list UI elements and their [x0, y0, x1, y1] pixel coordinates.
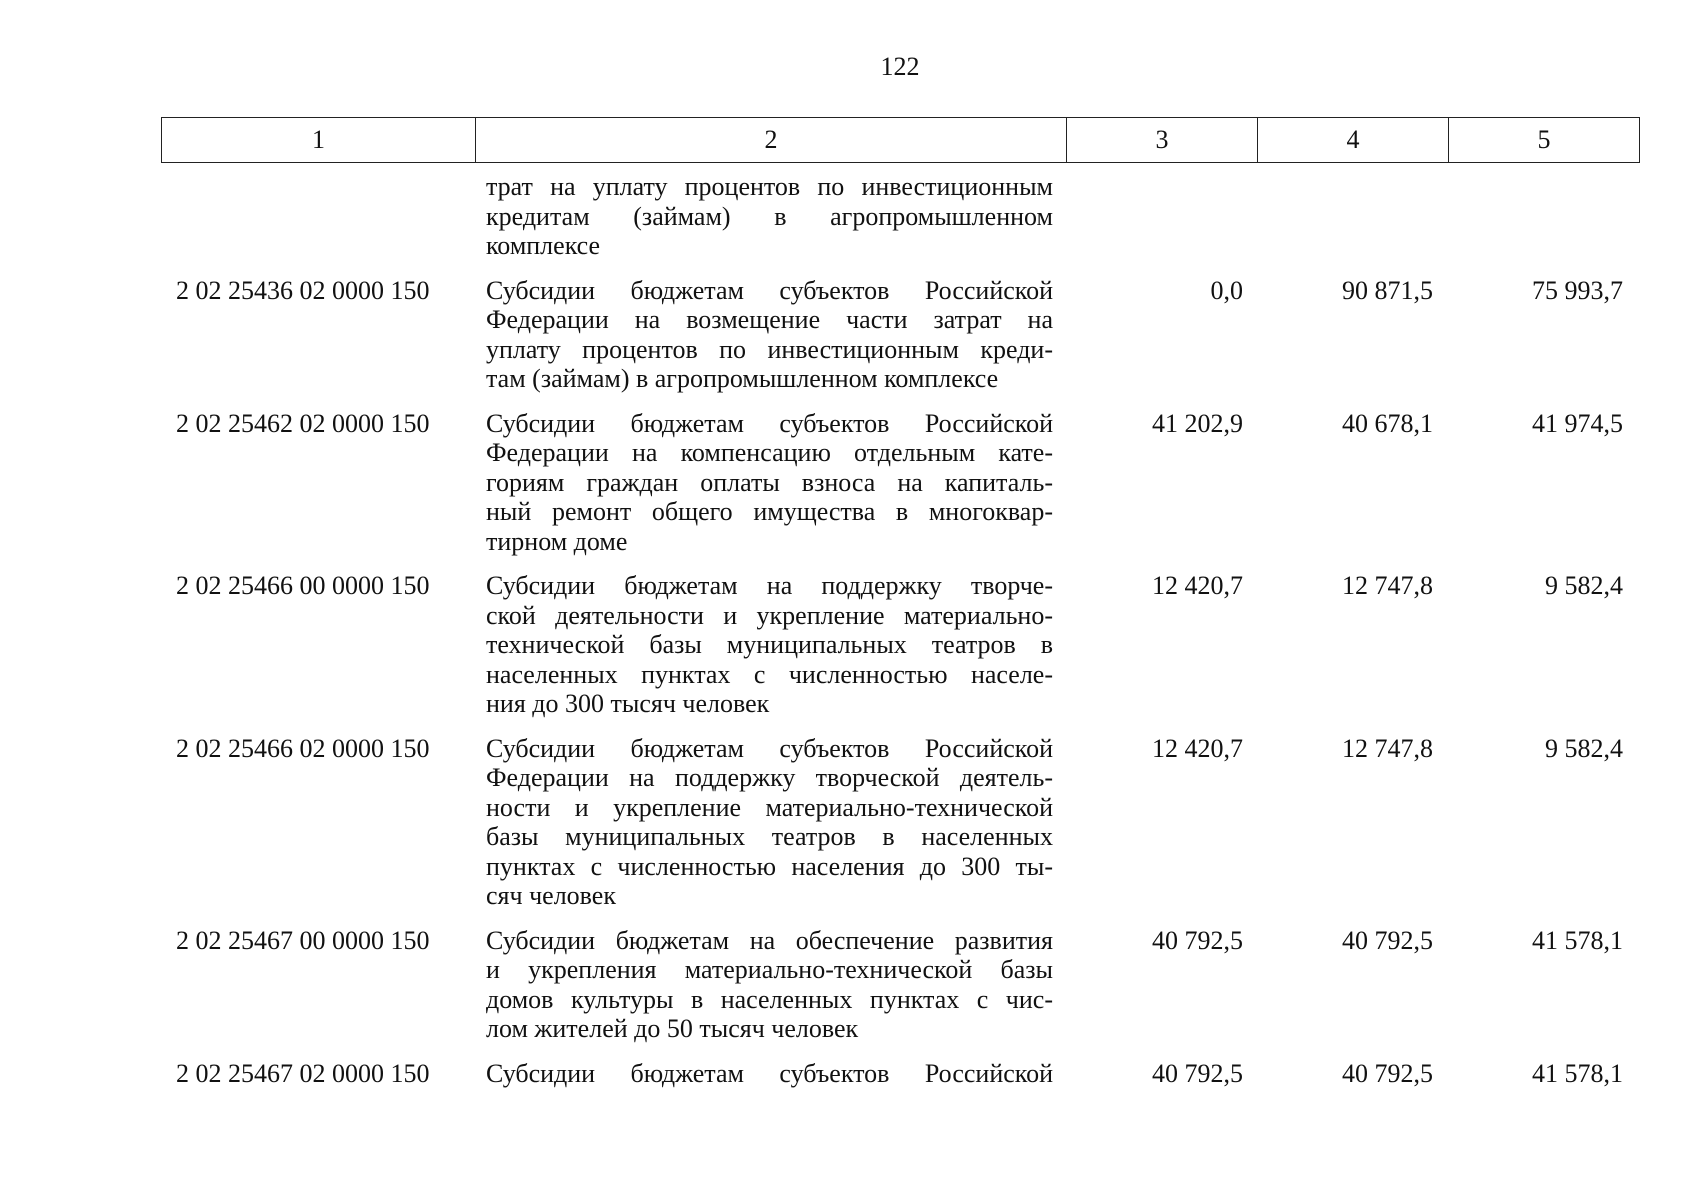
description-line: трат на уплату процентов по инвестиционным: [486, 172, 1053, 201]
description-line: технической базы муниципальных театров в: [486, 630, 1053, 659]
description-line: кредитам (займам) в агропромышленном: [486, 201, 1053, 231]
description-line: ный ремонт общего имущества в многоквар-: [486, 497, 1053, 526]
table-row: [161, 926, 1637, 1044]
amount-col5-cell: 9 582,4: [1545, 571, 1623, 600]
description-line: Субсидии бюджетам субъектов Российской: [486, 408, 1053, 438]
description-line: Субсидии бюджетам субъектов Российской: [486, 275, 1053, 305]
table-row: [161, 571, 1637, 719]
description-line: домов культуры в населенных пунктах с чис-: [486, 984, 1053, 1014]
header-col-5: 5: [1449, 118, 1640, 163]
amount-col5-cell: 41 974,5: [1532, 408, 1623, 438]
table-row: [161, 172, 1637, 261]
amount-col4-cell: 40 792,5: [1342, 925, 1433, 955]
amount-col4-cell: 90 871,5: [1342, 275, 1433, 305]
description-line: Федерации на возмещение части затрат на: [486, 305, 1053, 334]
description-line: сяч человек: [486, 881, 616, 910]
description-cell: [474, 734, 1064, 911]
table-row: [161, 409, 1637, 557]
amount-col5-cell: 75 993,7: [1532, 275, 1623, 305]
amount-col5-cell: 41 578,1: [1532, 925, 1623, 955]
description-line: ности и укрепление материально-технической: [486, 792, 1053, 822]
description-cell: [474, 409, 1064, 557]
description-cell: [474, 276, 1064, 394]
description-line: ской деятельности и укрепление материально-: [486, 600, 1053, 630]
amount-col3-cell: 0,0: [1210, 275, 1243, 305]
header-col-2: 2: [476, 118, 1067, 163]
description-cell: [474, 1059, 1064, 1089]
description-line: комплексе: [486, 231, 601, 260]
budget-code-cell: 2 02 25462 02 0000 150: [176, 408, 430, 438]
header-col-1: 1: [162, 118, 476, 163]
description-line: тирном доме: [486, 526, 628, 556]
amount-col4-cell: 12 747,8: [1342, 733, 1433, 763]
description-line: Субсидии бюджетам на поддержку творче-: [486, 571, 1053, 600]
header-col-4: 4: [1258, 118, 1449, 163]
table-row: [161, 1059, 1637, 1089]
budget-code-cell: 2 02 25466 00 0000 150: [176, 571, 430, 600]
amount-col4-cell: 12 747,8: [1342, 571, 1433, 600]
budget-code-cell: 2 02 25466 02 0000 150: [176, 733, 430, 763]
table-row: [161, 734, 1637, 911]
amount-col5-cell: [1444, 172, 1634, 261]
amount-col3-cell: [1064, 172, 1254, 261]
amount-col5-cell: 41 578,1: [1532, 1058, 1623, 1088]
description-line: пунктах с численностью населения до 300 ты-: [486, 851, 1053, 881]
amount-col3-cell: 41 202,9: [1152, 408, 1243, 438]
description-line: Субсидии бюджетам субъектов Российской: [486, 1058, 1053, 1088]
description-line: и укрепления материально-технической базы: [486, 955, 1053, 984]
column-header-table: [161, 117, 1640, 163]
description-line: базы муниципальных театров в населенных: [486, 822, 1053, 851]
description-line: Субсидии бюджетам субъектов Российской: [486, 733, 1053, 763]
amount-col5-cell: 9 582,4: [1545, 733, 1623, 763]
page-number: 122: [880, 52, 920, 81]
amount-col4-cell: 40 792,5: [1342, 1058, 1433, 1088]
table-body: [161, 172, 1637, 1103]
description-cell: [474, 571, 1064, 719]
amount-col4-cell: 40 678,1: [1342, 408, 1433, 438]
description-line: Федерации на компенсацию отдельным кате-: [486, 438, 1053, 467]
description-line: Федерации на поддержку творческой деятель-: [486, 763, 1053, 792]
budget-code-cell: 2 02 25467 00 0000 150: [176, 925, 430, 955]
description-line: лом жителей до 50 тысяч человек: [486, 1014, 859, 1043]
budget-code-cell: 2 02 25436 02 0000 150: [176, 275, 430, 305]
header-row: [162, 118, 1640, 163]
description-cell: [474, 172, 1064, 261]
amount-col3-cell: 40 792,5: [1152, 1058, 1243, 1088]
table-row: [161, 276, 1637, 394]
amount-col3-cell: 40 792,5: [1152, 925, 1243, 955]
amount-col3-cell: 12 420,7: [1152, 733, 1243, 763]
budget-code-cell: 2 02 25467 02 0000 150: [176, 1058, 430, 1088]
description-line: Субсидии бюджетам на обеспечение развития: [486, 925, 1053, 955]
description-line: населенных пунктах с численностью населе-: [486, 659, 1053, 689]
budget-code-cell: [161, 172, 474, 261]
description-cell: [474, 926, 1064, 1044]
description-line: там (займам) в агропромышленном комплексе: [486, 364, 999, 393]
amount-col3-cell: 12 420,7: [1152, 571, 1243, 600]
description-line: ния до 300 тысяч человек: [486, 689, 770, 718]
header-col-3: 3: [1067, 118, 1258, 163]
description-line: гориям граждан оплаты взноса на капиталь-: [486, 467, 1053, 497]
description-line: уплату процентов по инвестиционным креди-: [486, 334, 1053, 364]
amount-col4-cell: [1254, 172, 1444, 261]
